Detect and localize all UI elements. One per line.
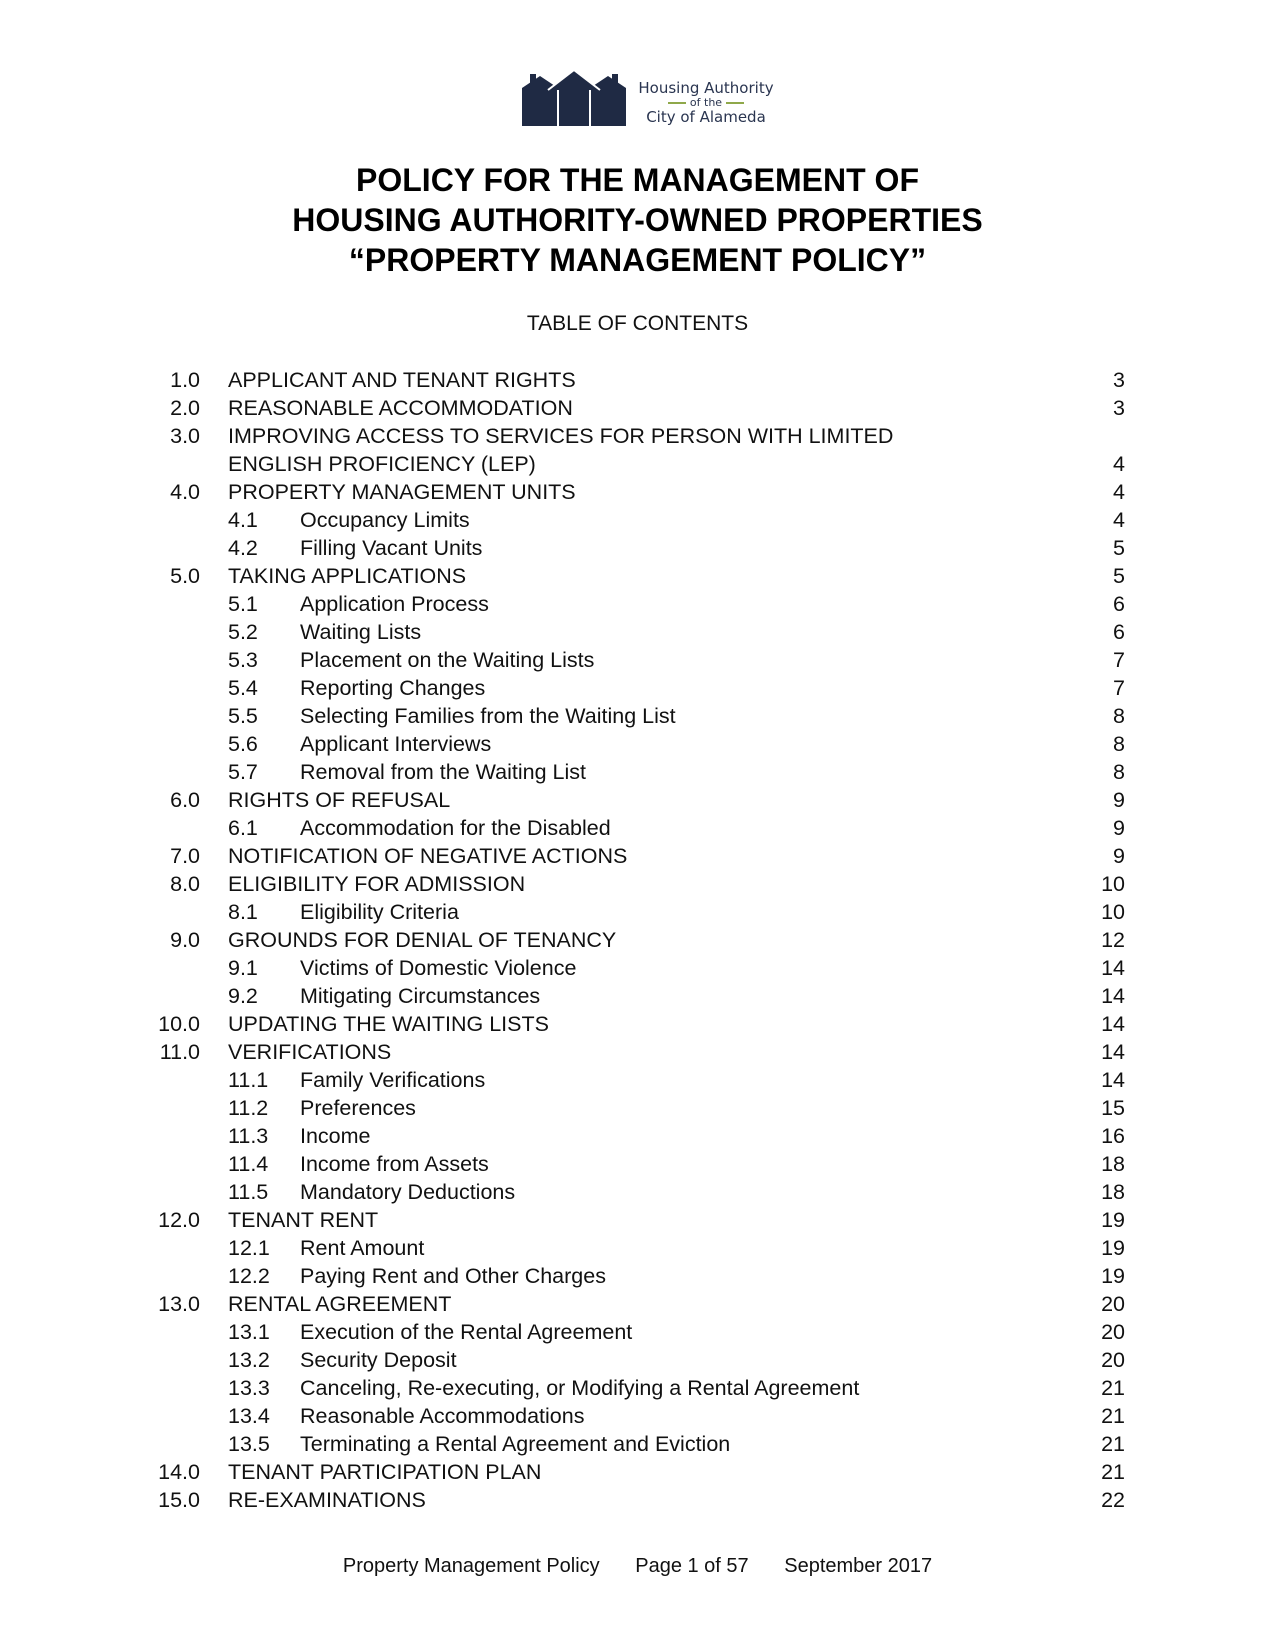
toc-entry xyxy=(0,450,1275,478)
footer-doc-name: Property Management Policy xyxy=(342,1555,600,1577)
toc-subsection-number: 6.1 xyxy=(228,816,258,840)
toc-entry-label: Waiting Lists xyxy=(300,620,422,644)
footer-page-number: Page 1 of 57 xyxy=(635,1555,749,1577)
toc-entry xyxy=(0,1346,1275,1374)
toc-subsection-number: 4.1 xyxy=(228,508,258,532)
toc-subsection-number: 4.2 xyxy=(228,536,258,560)
toc-subsection-number: 9.1 xyxy=(228,956,258,980)
toc-subsection-number: 11.2 xyxy=(228,1096,269,1120)
toc-subsection-number: 8.1 xyxy=(228,900,258,924)
toc-entry-label: Reporting Changes xyxy=(300,676,486,700)
toc-entry xyxy=(0,702,1275,730)
toc-entry xyxy=(0,758,1275,786)
toc-page-number: 19 xyxy=(1101,1264,1125,1288)
toc-page-number: 20 xyxy=(1101,1292,1125,1316)
toc-entry xyxy=(0,478,1275,506)
toc-entry xyxy=(0,646,1275,674)
toc-entry-label: Applicant Interviews xyxy=(300,732,492,756)
toc-page-number: 19 xyxy=(1101,1208,1125,1232)
toc-entry xyxy=(0,366,1275,394)
title-line-1: POLICY FOR THE MANAGEMENT OF xyxy=(356,162,919,198)
toc-entry-label: Mandatory Deductions xyxy=(300,1180,516,1204)
toc-entry xyxy=(0,1318,1275,1346)
title-line-3: “PROPERTY MANAGEMENT POLICY” xyxy=(348,242,927,278)
toc-entry xyxy=(0,1458,1275,1486)
toc-page-number: 14 xyxy=(1101,1068,1125,1092)
toc-page-number: 12 xyxy=(1101,928,1125,952)
toc-subsection-number: 12.2 xyxy=(228,1264,270,1288)
houses-icon xyxy=(520,68,628,128)
toc-entry xyxy=(0,1038,1275,1066)
toc-section-number: 10.0 xyxy=(158,1012,200,1036)
toc-subsection-number: 13.3 xyxy=(228,1376,270,1400)
toc-entry-label: NOTIFICATION OF NEGATIVE ACTIONS xyxy=(228,844,628,868)
toc-entry-label: Victims of Domestic Violence xyxy=(300,956,577,980)
toc-page-number: 19 xyxy=(1101,1236,1125,1260)
toc-subsection-number: 5.3 xyxy=(228,648,258,672)
toc-page-number: 7 xyxy=(1113,648,1125,672)
toc-subsection-number: 11.3 xyxy=(228,1124,269,1148)
toc-entry-label: RENTAL AGREEMENT xyxy=(228,1292,452,1316)
toc-subsection-number: 13.2 xyxy=(228,1348,270,1372)
toc-entry xyxy=(0,1290,1275,1318)
toc-entry-label: UPDATING THE WAITING LISTS xyxy=(228,1012,549,1036)
toc-entry-label: Security Deposit xyxy=(300,1348,457,1372)
toc-page-number: 4 xyxy=(1113,452,1125,476)
toc-entry xyxy=(0,1178,1275,1206)
toc-entry-label: Filling Vacant Units xyxy=(300,536,483,560)
toc-page-number: 9 xyxy=(1113,844,1125,868)
toc-page-number: 18 xyxy=(1101,1152,1125,1176)
footer-date: September 2017 xyxy=(784,1555,933,1577)
toc-subsection-number: 5.1 xyxy=(228,592,258,616)
toc-entry-label: Accommodation for the Disabled xyxy=(300,816,611,840)
toc-page-number: 20 xyxy=(1101,1320,1125,1344)
toc-section-number: 6.0 xyxy=(170,788,200,812)
toc-entry xyxy=(0,618,1275,646)
toc-page-number: 3 xyxy=(1113,396,1125,420)
toc-page-number: 6 xyxy=(1113,620,1125,644)
toc-page-number: 7 xyxy=(1113,676,1125,700)
toc-subsection-number: 9.2 xyxy=(228,984,258,1008)
toc-section-number: 7.0 xyxy=(170,844,200,868)
toc-entry xyxy=(0,954,1275,982)
toc-subsection-number: 5.7 xyxy=(228,760,258,784)
toc-entry xyxy=(0,1430,1275,1458)
toc-entry-label: Canceling, Re-executing, or Modifying a Rental Agreement xyxy=(300,1376,860,1400)
toc-entry xyxy=(0,842,1275,870)
toc-section-number: 12.0 xyxy=(158,1208,200,1232)
toc-section-number: 4.0 xyxy=(170,480,200,504)
logo-text xyxy=(631,80,781,125)
toc-entry-label: ELIGIBILITY FOR ADMISSION xyxy=(228,872,526,896)
toc-subsection-number: 13.4 xyxy=(228,1404,270,1428)
toc-entry-label: Application Process xyxy=(300,592,489,616)
toc-entry-label: Mitigating Circumstances xyxy=(300,984,541,1008)
toc-page-number: 3 xyxy=(1113,368,1125,392)
toc-entry-label: Terminating a Rental Agreement and Eviction xyxy=(300,1432,731,1456)
toc-page-number: 6 xyxy=(1113,592,1125,616)
toc-entry xyxy=(0,1402,1275,1430)
toc-section-number: 8.0 xyxy=(170,872,200,896)
toc-entry-label: TENANT RENT xyxy=(228,1208,379,1232)
toc-heading: TABLE OF CONTENTS xyxy=(526,312,749,335)
toc-entry xyxy=(0,534,1275,562)
toc-entry xyxy=(0,1150,1275,1178)
toc-entry-label: RIGHTS OF REFUSAL xyxy=(228,788,451,812)
toc-page-number: 21 xyxy=(1101,1404,1125,1428)
toc-page-number: 15 xyxy=(1101,1096,1125,1120)
toc-subsection-number: 11.4 xyxy=(228,1152,269,1176)
toc-page-number: 20 xyxy=(1101,1348,1125,1372)
toc-page-number: 14 xyxy=(1101,984,1125,1008)
toc-entry xyxy=(0,394,1275,422)
toc-entry-label: Income from Assets xyxy=(300,1152,489,1176)
toc-page-number: 14 xyxy=(1101,1040,1125,1064)
toc-entry-label: Income xyxy=(300,1124,371,1148)
toc-entry xyxy=(0,1010,1275,1038)
toc-entry-label: Placement on the Waiting Lists xyxy=(300,648,595,672)
toc-entry-label: APPLICANT AND TENANT RIGHTS xyxy=(228,368,576,392)
toc-page-number: 9 xyxy=(1113,788,1125,812)
toc-entry-label: TAKING APPLICATIONS xyxy=(228,564,467,588)
toc-page-number: 8 xyxy=(1113,760,1125,784)
toc-page-number: 22 xyxy=(1101,1488,1125,1512)
toc-entry xyxy=(0,1234,1275,1262)
toc-page-number: 14 xyxy=(1101,956,1125,980)
toc-page-number: 21 xyxy=(1101,1432,1125,1456)
toc-section-number: 13.0 xyxy=(158,1292,200,1316)
toc-entry xyxy=(0,506,1275,534)
housing-authority-logo xyxy=(520,68,780,132)
toc-entry-label: Occupancy Limits xyxy=(300,508,470,532)
toc-entry xyxy=(0,1066,1275,1094)
toc-entry xyxy=(0,730,1275,758)
toc-entry xyxy=(0,898,1275,926)
toc-page-number: 16 xyxy=(1101,1124,1125,1148)
toc-page-number: 9 xyxy=(1113,816,1125,840)
toc-entry xyxy=(0,590,1275,618)
toc-entry-label: REASONABLE ACCOMMODATION xyxy=(228,396,573,420)
toc-subsection-number: 5.2 xyxy=(228,620,258,644)
toc-entry xyxy=(0,674,1275,702)
toc-subsection-number: 12.1 xyxy=(228,1236,270,1260)
toc-entry xyxy=(0,1374,1275,1402)
toc-entry-label: Selecting Families from the Waiting List xyxy=(300,704,676,728)
toc-entry xyxy=(0,1122,1275,1150)
toc-entry-label: Rent Amount xyxy=(300,1236,425,1260)
toc-entry xyxy=(0,1094,1275,1122)
logo-line-2: of the xyxy=(631,96,781,109)
toc-entry-label: Execution of the Rental Agreement xyxy=(300,1320,633,1344)
page-footer xyxy=(0,1555,1275,1578)
logo-line-3: City of Alameda xyxy=(646,108,766,126)
toc-page-number: 8 xyxy=(1113,732,1125,756)
toc-entry xyxy=(0,1486,1275,1514)
toc-page-number: 10 xyxy=(1101,872,1125,896)
toc-entry-label: Family Verifications xyxy=(300,1068,486,1092)
toc-section-number: 9.0 xyxy=(170,928,200,952)
toc-page-number: 8 xyxy=(1113,704,1125,728)
toc-entry-label: Eligibility Criteria xyxy=(300,900,459,924)
toc-entry-label: IMPROVING ACCESS TO SERVICES FOR PERSON WITH LIMITED xyxy=(228,424,894,448)
toc-entry-label: TENANT PARTICIPATION PLAN xyxy=(228,1460,542,1484)
toc-entry xyxy=(0,926,1275,954)
toc-entry-label: RE-EXAMINATIONS xyxy=(228,1488,426,1512)
toc-page-number: 4 xyxy=(1113,508,1125,532)
toc-subsection-number: 13.1 xyxy=(228,1320,270,1344)
toc-entry-label: PROPERTY MANAGEMENT UNITS xyxy=(228,480,576,504)
toc-entry-label: ENGLISH PROFICIENCY (LEP) xyxy=(228,452,536,476)
toc-subsection-number: 11.1 xyxy=(228,1068,269,1092)
document-title xyxy=(0,160,1275,280)
toc-entry xyxy=(0,982,1275,1010)
toc-section-number: 2.0 xyxy=(170,396,200,420)
logo-line-1: Housing Authority xyxy=(638,79,774,97)
toc-entry-label: VERIFICATIONS xyxy=(228,1040,392,1064)
toc-entry-label: Reasonable Accommodations xyxy=(300,1404,585,1428)
title-line-2: HOUSING AUTHORITY-OWNED PROPERTIES xyxy=(292,202,983,238)
toc-section-number: 1.0 xyxy=(170,368,200,392)
toc-entry xyxy=(0,1206,1275,1234)
toc-entry xyxy=(0,1262,1275,1290)
toc-page-number: 5 xyxy=(1113,564,1125,588)
toc-entry-label: GROUNDS FOR DENIAL OF TENANCY xyxy=(228,928,617,952)
toc-subsection-number: 5.6 xyxy=(228,732,258,756)
toc-entry xyxy=(0,814,1275,842)
toc-entry-label: Paying Rent and Other Charges xyxy=(300,1264,606,1288)
toc-subsection-number: 11.5 xyxy=(228,1180,269,1204)
toc-section-number: 15.0 xyxy=(158,1488,200,1512)
toc-section-number: 14.0 xyxy=(158,1460,200,1484)
toc-page-number: 21 xyxy=(1101,1376,1125,1400)
toc-entry xyxy=(0,786,1275,814)
toc-entry xyxy=(0,562,1275,590)
toc-entry-label: Preferences xyxy=(300,1096,416,1120)
toc-entry xyxy=(0,422,1275,450)
toc-page-number: 4 xyxy=(1113,480,1125,504)
toc-page-number: 14 xyxy=(1101,1012,1125,1036)
toc-subsection-number: 5.5 xyxy=(228,704,258,728)
toc-page-number: 21 xyxy=(1101,1460,1125,1484)
toc-page-number: 5 xyxy=(1113,536,1125,560)
toc-entry xyxy=(0,870,1275,898)
toc-section-number: 11.0 xyxy=(159,1040,200,1064)
toc-page-number: 18 xyxy=(1101,1180,1125,1204)
toc-entry-label: Removal from the Waiting List xyxy=(300,760,586,784)
toc-section-number: 3.0 xyxy=(170,424,200,448)
table-of-contents xyxy=(0,366,1275,1514)
toc-section-number: 5.0 xyxy=(170,564,200,588)
toc-page-number: 10 xyxy=(1101,900,1125,924)
toc-subsection-number: 13.5 xyxy=(228,1432,270,1456)
toc-subsection-number: 5.4 xyxy=(228,676,258,700)
